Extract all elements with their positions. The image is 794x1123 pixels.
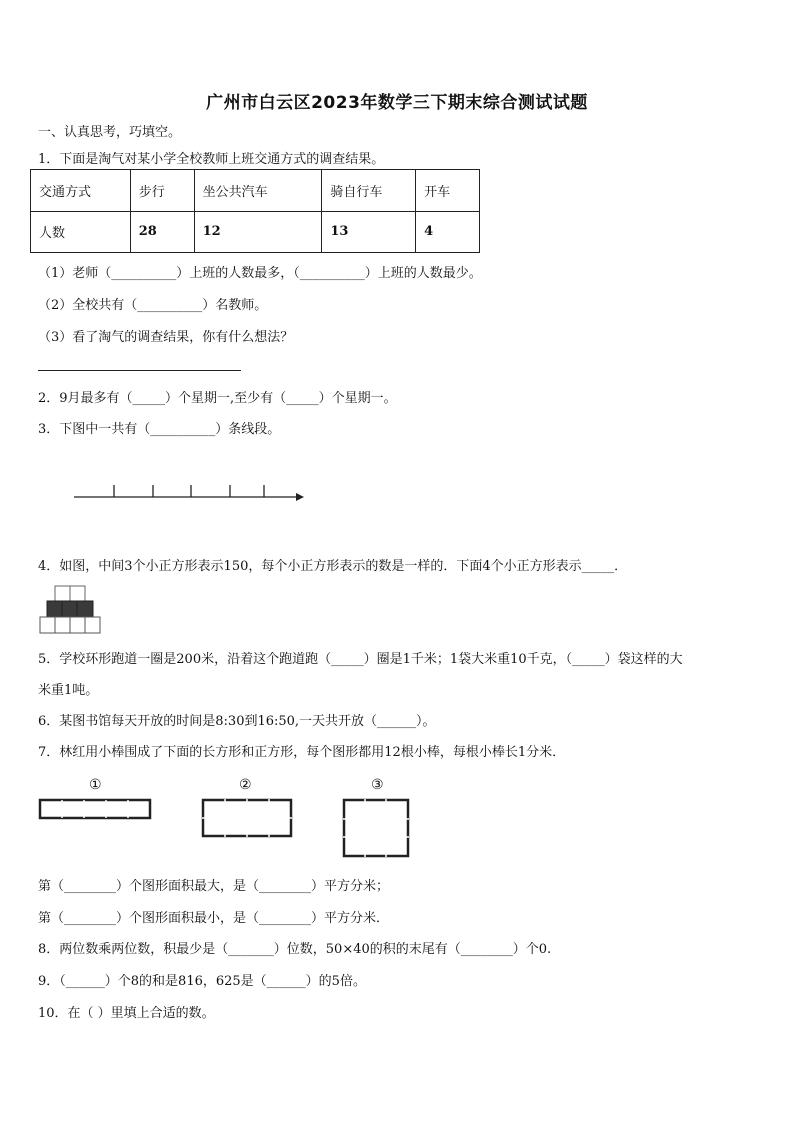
- q2-text: 2．9月最多有（_____）个星期一,至少有（_____）个星期一。: [38, 391, 397, 406]
- table-cell: 4: [416, 211, 480, 253]
- answer-line: [38, 370, 241, 371]
- table-row-label: 人数: [31, 211, 131, 253]
- q7-line1: 第（________）个图形面积最大，是（________）平方分米；: [38, 879, 390, 894]
- q5-line2: 米重1吨。: [38, 683, 99, 698]
- q6-text: 6．某图书馆每天开放的时间是8:30到16:50,一天共开放（______）。: [38, 714, 436, 729]
- square-figure-3: [341, 797, 413, 861]
- q8-text: 8．两位数乘两位数，积最少是（_______）位数，50×40的积的末尾有（________）个0.: [38, 942, 552, 957]
- rectangle-figure-2: [200, 797, 296, 841]
- rectangle-figure-1: [38, 798, 154, 822]
- table-header-cell: 开车: [416, 170, 480, 212]
- q1-sub2: （2）全校共有（__________）名教师。: [38, 298, 268, 313]
- shape-label-2: ②: [239, 777, 252, 793]
- table-header-row: [31, 170, 480, 212]
- table-cell: 12: [194, 211, 322, 253]
- shape-label-3: ③: [371, 777, 384, 793]
- table-cell: 13: [322, 211, 416, 253]
- q4-text: 4．如图，中间3个小正方形表示150，每个小正方形表示的数是一样的．下面4个小正方形表示_____．: [38, 559, 628, 574]
- shape-label-1: ①: [89, 777, 102, 793]
- q7-stem: 7．林红用小棒围成了下面的长方形和正方形，每个图形都用12根小棒，每根小棒长1分米．: [38, 745, 566, 760]
- table-cell: 28: [130, 211, 194, 253]
- section-heading: 一、认真思考，巧填空。: [38, 125, 182, 140]
- q1-sub1: （1）老师（__________）上班的人数最多，（__________）上班的人数最少。: [38, 266, 482, 281]
- table-header-cell: 步行: [130, 170, 194, 212]
- q1-stem: 1．下面是淘气对某小学全校教师上班交通方式的调查结果。: [38, 152, 385, 167]
- q10-text: 10．在（ ）里填上合适的数。: [38, 1006, 215, 1021]
- q9-text: 9．（______）个8的和是816，625是（______）的5倍。: [38, 974, 366, 989]
- table-header-cell: 坐公共汽车: [194, 170, 322, 212]
- table-header-cell: 交通方式: [31, 170, 131, 212]
- segment-figure: [74, 480, 306, 504]
- square-pyramid-figure: [40, 585, 102, 635]
- q7-line2: 第（________）个图形面积最小，是（________）平方分米．: [38, 911, 390, 926]
- q1-sub3: （3）看了淘气的调查结果，你有什么想法？: [38, 330, 294, 345]
- q3-text: 3．下图中一共有（__________）条线段。: [38, 422, 281, 437]
- table-row: [31, 211, 480, 253]
- q5-line1: 5．学校环形跑道一圈是200米，沿着这个跑道跑（_____）圈是1千米；1袋大米重10千克，（_____）袋这样的大: [38, 652, 683, 667]
- survey-table: [30, 169, 480, 253]
- table-header-cell: 骑自行车: [322, 170, 416, 212]
- page-title: 广州市白云区2023年数学三下期末综合测试试题: [206, 93, 588, 113]
